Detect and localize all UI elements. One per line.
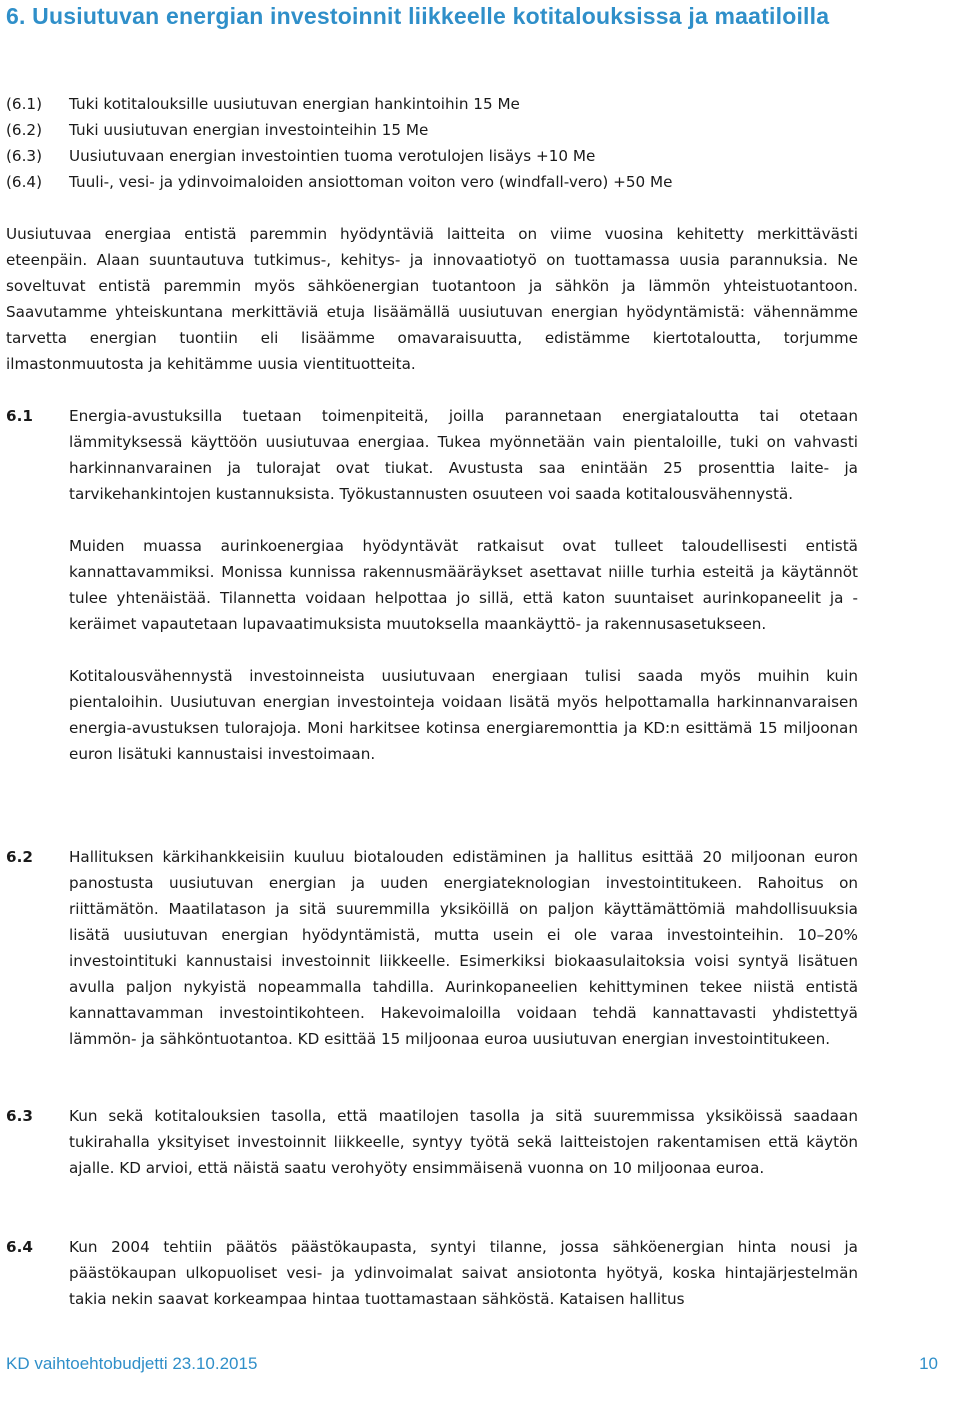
measure-item <box>6 169 936 195</box>
section-body <box>69 403 858 767</box>
measure-number: (6.2) <box>6 121 43 139</box>
measure-text: Tuki kotitalouksille uusiutuvan energian hankintoihin 15 Me <box>69 95 520 113</box>
section-paragraph: Hallituksen kärkihankkeisiin kuuluu biotalouden edistäminen ja hallitus esittää 20 miljoonan euron panostusta uusiutuvan energian ja uuden energiateknologian investointitukeen. Rahoitus on riittämätön. Maatilatason ja sitä suuremmilla yksiköillä on paljon käyttämättömiä mahdollisuuksia lisätä uusiutuvan energian hyödyntämistä, mutta usein ei ole varaa investointeihin. 10–20% investointituki kannustaisi investoinnit liikkeelle. Esimerkiksi biokaasulaitoksia voisi syntyä lisätuen avulla paljon nykyistä nopeammalla tahdilla. Aurinkopaneelien kehittyminen tekee niistä entistä kannattavamman investointikohteen. Hakevoimaloilla voidaan tehdä kannattavasti yhdistettyä lämmön- ja sähköntuotantoa. KD esittää 15 miljoonaa euroa uusiutuvan energian investointitukeen. <box>69 848 858 1048</box>
measure-number: (6.1) <box>6 95 43 113</box>
section-paragraph: Kotitalousvähennystä investoinneista uusiutuvaan energiaan tulisi saada myös muihin kuin pientaloihin. Uusiutuvan energian investointeja voidaan lisätä myös helpottamalla harkinnanvaraisen energia-avustuksen tulorajoja. Moni harkitsee kotinsa energiaremonttia ja KD:n esittämä 15 miljoonan euron lisätuki kannustaisi investoimaan. <box>69 667 858 763</box>
page-footer <box>0 1352 960 1380</box>
section-body <box>69 1103 858 1181</box>
section-number: 6.2 <box>6 848 33 866</box>
section-number: 6.1 <box>6 407 33 425</box>
measure-text: Tuuli-, vesi- ja ydinvoimaloiden ansiottoman voiton vero (windfall-vero) +50 Me <box>69 173 673 191</box>
measure-text: Tuki uusiutuvan energian investointeihin 15 Me <box>69 121 429 139</box>
page-heading: 6. Uusiutuvan energian investoinnit liikkeelle kotitalouksissa ja maatiloilla <box>6 3 830 29</box>
section-body <box>69 1234 858 1312</box>
section-paragraph: Kun sekä kotitalouksien tasolla, että maatilojen tasolla ja sitä suuremmissa yksiköissä saadaan tukirahalla yksityiset investoinnit liikkeelle, syntyy työtä sekä laitteistojen rakentamisen että käytön ajalle. KD arvioi, että näistä saatu verohyöty ensimmäisenä vuonna on 10 miljoonaa euroa. <box>69 1107 858 1177</box>
measure-number: (6.4) <box>6 173 43 191</box>
measure-item <box>6 91 936 117</box>
intro-paragraph: Uusiutuvaa energiaa entistä paremmin hyödyntäviä laitteita on viime vuosina kehitetty merkittävästi eteenpäin. Alaan suuntautuva tutkimus-, kehitys- ja innovaatiotyö on tuottamassa uusia parannuksia. Ne soveltuvat entistä paremmin myös sähköenergian tuotantoon ja sähkön ja lämmön yhteistuotantoon. Saavutamme yhteiskuntana merkittäviä etuja lisäämällä uusiutuvan energian hyödyntämistä: vähennämme tarvetta energian tuontiin eli lisäämme omavaraisuutta, edistämme kiertotaloutta, torjumme ilmastonmuutosta ja kehitämme uusia vientituotteita. <box>6 225 858 373</box>
measure-number: (6.3) <box>6 147 43 165</box>
section-number: 6.4 <box>6 1238 33 1256</box>
page-number: 10 <box>919 1354 938 1373</box>
measure-text: Uusiutuvaan energian investointien tuoma verotulojen lisäys +10 Me <box>69 147 596 165</box>
section-6-4 <box>6 1234 858 1312</box>
section-number: 6.3 <box>6 1107 33 1125</box>
measure-item <box>6 143 936 169</box>
measure-item <box>6 117 936 143</box>
section-6-1 <box>6 403 858 767</box>
section-body <box>69 844 858 1052</box>
footer-title: KD vaihtoehtobudjetti 23.10.2015 <box>6 1354 258 1373</box>
measures-list <box>6 91 936 195</box>
section-paragraph: Kun 2004 tehtiin päätös päästökaupasta, syntyi tilanne, jossa sähköenergian hinta nousi ja päästökaupan ulkopuoliset vesi- ja ydinvoimalat saivat ansiotonta hyötyä, koska hintajärjestelmän takia nekin saavat korkeampaa hintaa tuottamastaan sähköstä. Kataisen hallitus <box>69 1238 858 1308</box>
section-paragraph: Muiden muassa aurinkoenergiaa hyödyntävät ratkaisut ovat tulleet taloudellisesti entistä kannattavammiksi. Monissa kunnissa rakennusmääräykset asettavat niille turhia esteitä ja käytännöt tulee yhtenäistää. Tilannetta voidaan helpottaa jo sillä, että katon suuntaiset aurinkopaneelit ja -keräimet vapautetaan lupavaatimuksista muutoksella maankäyttö- ja rakennusasetukseen. <box>69 537 858 633</box>
section-paragraph: Energia-avustuksilla tuetaan toimenpiteitä, joilla parannetaan energiataloutta tai otetaan lämmityksessä käyttöön uusiutuvaa energiaa. Tukea myönnetään vain pientaloille, tuki on vahvasti harkinnanvarainen ja tulorajat ovat tiukat. Avustusta saa enintään 25 prosenttia laite- ja tarvikehankintojen kustannuksista. Työkustannusten osuuteen voi saada kotitalousvähennystä. <box>69 407 858 503</box>
section-6-3 <box>6 1103 858 1181</box>
section-6-2 <box>6 844 858 1052</box>
